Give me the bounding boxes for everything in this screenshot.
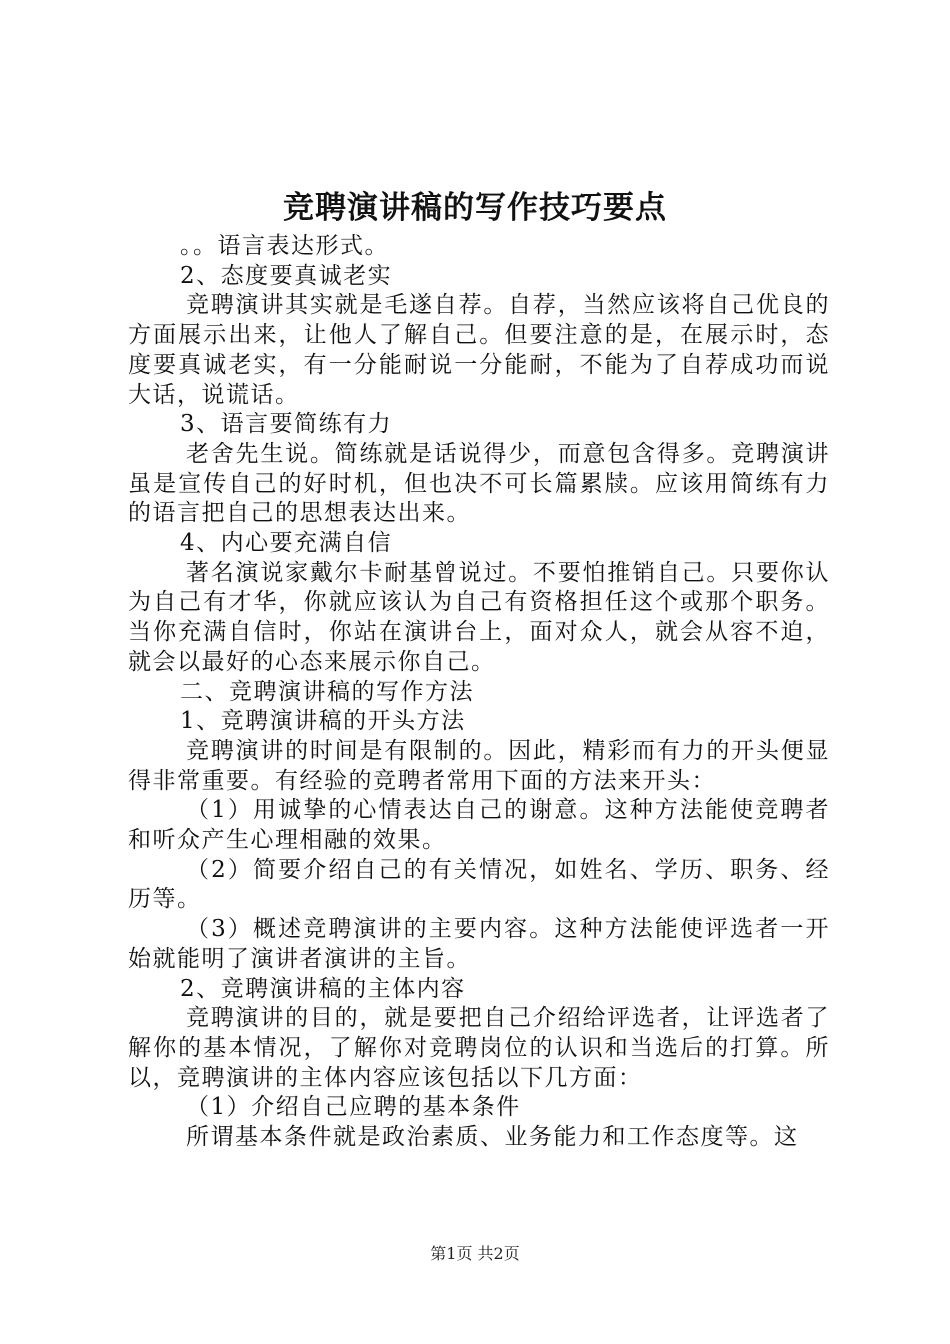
page-footer: 第1页 共2页 [430, 1244, 520, 1263]
section-heading: 二、竞聘演讲稿的写作方法 [180, 678, 474, 705]
paragraph: 竞聘演讲其实就是毛遂自荐。自荐，当然应该将自己优良的方面展示出来，让他人了解自己。但要注意的是，在展示时，态度要真诚老实，有一分能耐说一分能耐，不能为了自荐成功而说大话，说谎话。 [128, 292, 830, 408]
section-heading: 2、竞聘演讲稿的主体内容 [180, 975, 466, 1002]
paragraph: 。。语言表达形式。 [180, 233, 389, 259]
list-item: （2）简要介绍自己的有关情况，如姓名、学历、职务、经历等。 [128, 856, 830, 913]
list-item: （1）用诚挚的心情表达自己的谢意。这种方法能使竞聘者和听众产生心理相融的效果。 [128, 797, 830, 854]
paragraph: 所谓基本条件就是政治素质、业务能力和工作态度等。这 [186, 1124, 799, 1151]
paragraph: 老舍先生说。简练就是话说得少，而意包含得多。竞聘演讲虽是宣传自己的好时机，但也决不可长篇累牍。应该用简练有力的语言把自己的思想表达出来。 [128, 440, 830, 527]
document-body [128, 232, 830, 1153]
paragraph: 著名演说家戴尔卡耐基曾说过。不要怕推销自己。只要你认为自己有才华，你就应该认为自己有资格担任这个或那个职务。当你充满自信时，你站在演讲台上，面对众人，就会从容不迫，就会以最好的心态来展示你自己。 [128, 559, 830, 675]
document-title: 竞聘演讲稿的写作技巧要点 [283, 190, 667, 226]
section-heading: 4、内心要充满自信 [180, 530, 393, 557]
section-heading: 2、态度要真诚老实 [180, 262, 393, 289]
paragraph: 竞聘演讲的时间是有限制的。因此，精彩而有力的开头便显得非常重要。有经验的竞聘者常用下面的方法来开头： [128, 737, 830, 794]
paragraph: 竞聘演讲的目的，就是要把自己介绍给评选者，让评选者了解你的基本情况，了解你对竞聘岗位的认识和当选后的打算。所以，竞聘演讲的主体内容应该包括以下几方面： [128, 1005, 830, 1091]
section-heading: 1、竞聘演讲稿的开头方法 [180, 708, 466, 735]
list-item: （1）介绍自己应聘的基本条件 [186, 1094, 521, 1121]
list-item: （3）概述竞聘演讲的主要内容。这种方法能使评选者一开始就能明了演讲者演讲的主旨。 [128, 916, 830, 972]
section-heading: 3、语言要简练有力 [180, 411, 393, 438]
